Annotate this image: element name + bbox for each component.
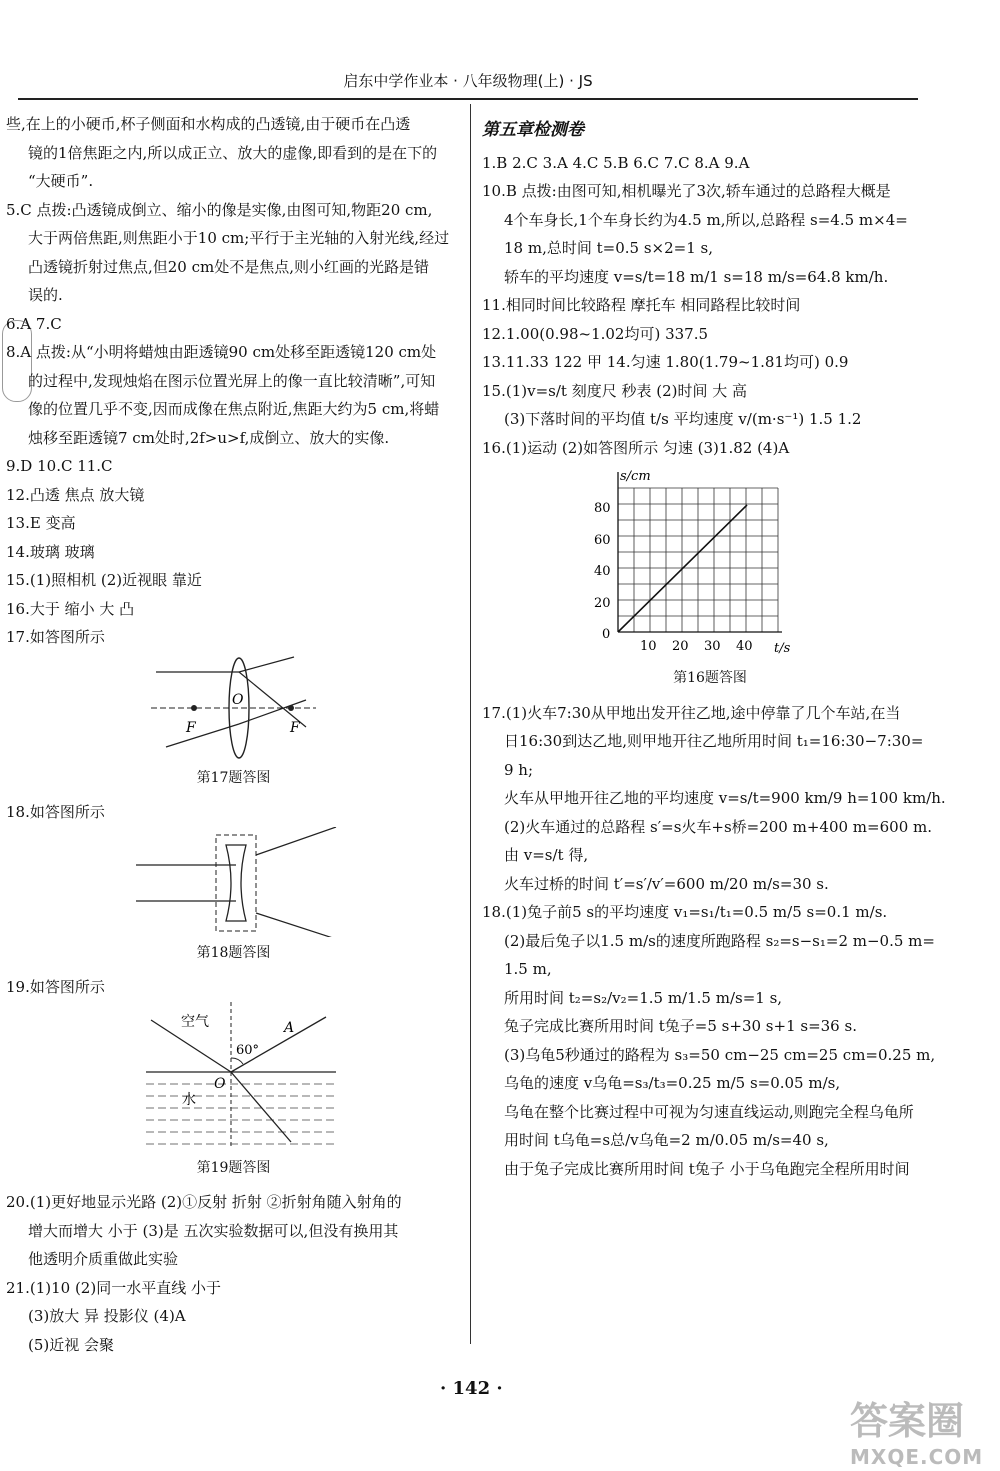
answer-line: 乌龟的速度 v乌龟=s₃/t₃=0.25 m/5 s=0.05 m/s, [504, 1074, 841, 1092]
point-a-label: A [284, 1019, 295, 1036]
answer-line: 乌龟在整个比赛过程中可视为匀速直线运动,则跑完全程乌龟所 [504, 1102, 914, 1121]
answer-line: 13.11.33 122 甲 14.匀速 1.80(1.79~1.81均可) 0.9 [482, 353, 849, 371]
answer-line: “大硬币”. [28, 172, 94, 190]
focus-label-left: F [186, 719, 196, 736]
graph-grid [618, 488, 778, 632]
y-axis-label: s/cm [620, 469, 651, 484]
answer-line: 兔子完成比赛所用时间 t兔子=5 s+30 s+1 s=36 s. [504, 1017, 857, 1035]
answer-line: 9 h; [504, 760, 534, 779]
answer-line: 增大而增大 小于 (3)是 五次实验数据可以,但没有换用其 [28, 1221, 399, 1240]
answer-line: 12.1.00(0.98~1.02均可) 337.5 [482, 324, 709, 343]
x-axis-label: t/s [774, 641, 791, 656]
answer-line: 误的. [28, 286, 63, 304]
y-tick: 60 [594, 533, 611, 548]
answer-line: 18 m,总时间 t=0.5 s×2=1 s, [504, 239, 713, 257]
motion-line [618, 505, 747, 632]
angle-label: 60° [236, 1042, 260, 1058]
answer-line: 凸透镜折射过焦点,但20 cm处不是焦点,则小红画的光路是错 [28, 257, 430, 276]
answer-line: 17.(1)火车7:30从甲地出发开往乙地,途中停靠了几个车站,在当 [482, 703, 901, 722]
figure-16-st-graph [482, 462, 938, 662]
optical-center-label: O [232, 691, 244, 708]
answer-line: 镜的1倍焦距之内,所以成正立、放大的虚像,即看到的是在下的 [28, 143, 438, 162]
x-tick: 30 [704, 639, 721, 654]
answer-line: 6.A 7.C [6, 314, 62, 333]
figure-caption: 第19题答图 [196, 1159, 271, 1176]
answer-line: 火车从甲地开往乙地的平均速度 v=s/t=900 km/9 h=100 km/h. [504, 789, 946, 807]
page-header: 启东中学作业本 · 八年级物理(上) · JS [343, 72, 593, 90]
answer-line: 1.5 m, [504, 960, 552, 978]
answer-line: 9.D 10.C 11.C [6, 457, 113, 475]
answer-line: 14.玻璃 玻璃 [6, 542, 95, 561]
header-rule [18, 98, 918, 100]
answer-line: 火车过桥的时间 t′=s′/v′=600 m/20 m/s=30 s. [504, 874, 829, 893]
x-tick: 10 [640, 639, 657, 654]
figure-caption: 第16题答图 [673, 670, 747, 686]
answer-line: 19.如答图所示 [6, 978, 105, 996]
answer-line: 4个车身长,1个车身长约为4.5 m,所以,总路程 s=4.5 m×4= [504, 210, 908, 229]
left-column [6, 110, 461, 1359]
y-tick: 0 [602, 627, 611, 642]
figure-caption: 第18题答图 [196, 944, 271, 961]
answer-line: 5.C 点拨:凸透镜成倒立、缩小的像是实像,由图可知,物距20 cm, [6, 200, 433, 219]
y-tick: 20 [594, 596, 611, 611]
answer-line: 11.相同时间比较路程 摩托车 相同路程比较时间 [482, 296, 801, 314]
answer-line: 所用时间 t₂=s₂/v₂=1.5 m/1.5 m/s=1 s, [504, 988, 783, 1007]
answer-line: 13.E 变高 [6, 514, 76, 532]
page-number: · 142 · [440, 1378, 503, 1399]
answer-line: (3)下落时间的平均值 t/s 平均速度 v/(m·s⁻¹) 1.5 1.2 [504, 410, 862, 428]
answer-line: (3)放大 异 投影仪 (4)A [28, 1307, 186, 1325]
y-tick: 40 [594, 564, 611, 579]
answer-line: 15.(1)照相机 (2)近视眼 靠近 [6, 571, 202, 589]
figure-19-refraction [6, 1002, 461, 1152]
answer-line: 16.大于 缩小 大 凸 [6, 599, 135, 618]
figure-17-convex-lens [6, 652, 461, 762]
answer-line: 由于兔子完成比赛所用时间 t兔子 小于乌龟跑完全程所用时间 [504, 1159, 910, 1178]
section-heading: 第五章检测卷 [482, 120, 584, 140]
column-divider [470, 104, 471, 1344]
answer-line: 日16:30到达乙地,则甲地开往乙地所用时间 t₁=16:30−7:30= [504, 732, 924, 750]
right-column [482, 110, 946, 1183]
answer-line: 15.(1)v=s/t 刻度尺 秒表 (2)时间 大 高 [482, 381, 748, 400]
air-label: 空气 [181, 1013, 209, 1030]
answer-line: 16.(1)运动 (2)如答图所示 匀速 (3)1.82 (4)A [482, 438, 790, 457]
answer-line: 用时间 t乌龟=s总/v乌龟=2 m/0.05 m/s=40 s, [504, 1131, 829, 1149]
answer-line: 21.(1)10 (2)同一水平直线 小于 [6, 1278, 221, 1297]
x-tick: 20 [672, 639, 689, 654]
answer-line: 烛移至距透镜7 cm处时,2f>u>f,成倒立、放大的实像. [28, 428, 390, 447]
figure-18-concave-lens [6, 827, 461, 937]
point-o-label: O [214, 1075, 226, 1092]
answer-line: 10.B 点拨:由图可知,相机曝光了3次,轿车通过的总路程大概是 [482, 182, 891, 200]
answer-line: (2)最后兔子以1.5 m/s的速度所跑路程 s₂=s−s₁=2 m−0.5 m= [504, 931, 935, 950]
answer-line: 他透明介质重做此实验 [28, 1250, 179, 1268]
answer-line: 的过程中,发现烛焰在图示位置光屏上的像一直比较清晰”,可知 [28, 371, 436, 390]
x-tick: 40 [736, 639, 753, 654]
answer-line: (5)近视 会聚 [28, 1335, 115, 1354]
focus-label-right: F [290, 719, 300, 736]
figure-caption: 第17题答图 [196, 769, 271, 786]
watermark-title: 答案圈 [850, 1399, 965, 1443]
watermark [850, 1390, 990, 1469]
answer-line: 像的位置几乎不变,因而成像在焦点附近,焦距大约为5 cm,将蜡 [28, 400, 440, 418]
answer-line: 由 v=s/t 得, [504, 846, 589, 864]
answer-line: 轿车的平均速度 v=s/t=18 m/1 s=18 m/s=64.8 km/h. [504, 267, 889, 286]
answer-line: 12.凸透 焦点 放大镜 [6, 485, 145, 504]
water-label: 水 [182, 1091, 196, 1108]
answer-line: 17.如答图所示 [6, 628, 105, 646]
answer-line: (2)火车通过的总路程 s′=s火车+s桥=200 m+400 m=600 m. [504, 817, 932, 836]
answer-line: 8.A 点拨:从“小明将蜡烛由距透镜90 cm处移至距透镜120 cm处 [6, 343, 437, 361]
answer-line: 18.如答图所示 [6, 803, 105, 821]
answer-line: (3)乌龟5秒通过的路程为 s₃=50 cm−25 cm=25 cm=0.25 m, [504, 1045, 936, 1064]
answer-line: 大于两倍焦距,则焦距小于10 cm;平行于主光轴的入射光线,经过 [28, 229, 450, 247]
answer-line: 20.(1)更好地显示光路 (2)①反射 折射 ②折射角随入射角的 [6, 1193, 402, 1211]
watermark-url: MXQE.COM [850, 1445, 984, 1469]
answer-line: 18.(1)兔子前5 s的平均速度 v₁=s₁/t₁=0.5 m/5 s=0.1 m/s. [482, 903, 888, 921]
y-tick: 80 [594, 501, 611, 516]
answer-line: 些,在上的小硬币,杯子侧面和水构成的凸透镜,由于硬币在凸透 [6, 115, 411, 133]
answer-line: 1.B 2.C 3.A 4.C 5.B 6.C 7.C 8.A 9.A [482, 153, 750, 172]
